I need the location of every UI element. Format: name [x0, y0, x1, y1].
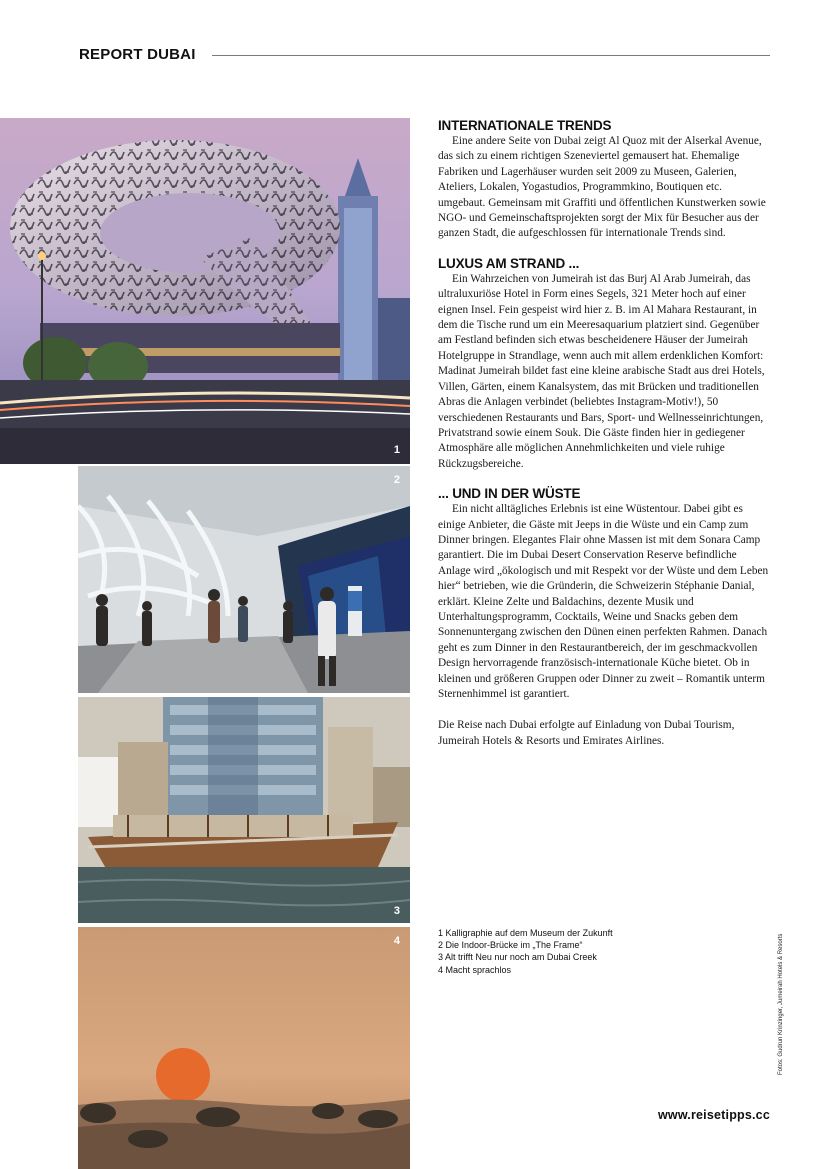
section-heading: ... UND IN DER WÜSTE [438, 486, 581, 502]
header-rule [212, 55, 770, 56]
photo-number-2: 2 [393, 474, 400, 486]
section-paragraph: Ein nicht alltägliches Erlebnis ist eine Wüstentour. Dabei gibt es einige Anbieter, die Gäste mit Jeeps in die Wüste und ein Camp zum Dinner bringen. Elegantes Flair ohne Massen ist mit dem Sonara Camp garantiert. Die im Dubai Desert Conservation Reserve befindliche Anlage wird „ökologisch und mit Respekt vor der Wüste und dem Leben hier“ betrieben, wie die Gründerin, die Schweizerin Stéphanie Danial, erklärt. Kleine Zelte und Baldachins, dezente Musik und Unterhaltungsprogramm, Cocktails, Weine und Snacks geben dem Sonnenuntergang zwischen den Dünen einen perfekten Rahmen. Danach geht es zum Dinner in den Restaurantbereich, der im geschmackvollen Design hervorragende französisch-internationale Küche bietet. Ob in kleinen und größeren Gruppen oder Dinner zu zweit – Romantik unterm Sternenhimmel ist garantiert. [438, 503, 769, 700]
header-title: REPORT DUBAI [79, 46, 196, 63]
section-heading: LUXUS AM STRAND ... [438, 255, 580, 271]
museum-of-the-future-photo [0, 118, 410, 464]
the-frame-indoor-bridge-photo [78, 466, 410, 693]
caption-2: 2 Die Indoor-Brücke im „The Frame“ [438, 940, 583, 951]
photo-credit: Fotos: Gudrun Krinzinger, Jumeirah Hotels & Resorts [778, 933, 784, 1075]
section-paragraph: Eine andere Seite von Dubai zeigt Al Quoz mit der Alserkal Avenue, das sich zu einem richtigen Szeneviertel gemausert hat. Ehemalige Fabriken und Lagerhäuser wurden seit 2009 zu Museen, Galerien, Ateliers, Lokalen, Yogastudios, Programmkino, Boutiquen etc. umgebaut. Gemeinsam mit Graffiti und öffentlichen Kunstwerken sowie NGO- und Gemeinschaftsprojekten sorgt der Mix für Besucher aus der ganzen Stadt, die aufgeschlossen für internationale Trends sind. [438, 135, 766, 240]
section-luxus-am-strand [438, 256, 770, 472]
photo-captions [438, 927, 688, 976]
section-internationale-trends [438, 118, 770, 242]
caption-3: 3 Alt trifft Neu nur noch am Dubai Creek [438, 952, 597, 963]
photo-number-3: 3 [393, 905, 400, 917]
photo-number-4: 4 [393, 935, 400, 947]
desert-sunset-photo [78, 927, 410, 1169]
section-heading: INTERNATIONALE TRENDS [438, 118, 612, 133]
article-body [438, 118, 770, 749]
closing-note: Die Reise nach Dubai erfolgte auf Einladung von Dubai Tourism, Jumeirah Hotels & Resorts und Emirates Airlines. [438, 719, 735, 747]
dubai-creek-dhow-photo [78, 697, 410, 923]
footer-website[interactable]: www.reisetipps.cc [657, 1108, 770, 1122]
caption-1: 1 Kalligraphie auf dem Museum der Zukunft [438, 928, 613, 938]
section-paragraph: Ein Wahrzeichen von Jumeirah ist das Burj Al Arab Jumeirah, das ultraluxuriöse Hotel in Form eines Segels, 321 Meter hoch auf einer eignen Insel. Fein gespeist wird hier z. B. im Al Mahara Restaurant, in dem die Tische rund um ein Meeresaquarium platziert sind. Gegenüber am Festland befinden sich etwas bescheidenere Häuser der Jumeirah Hotelgruppe in Strandlage, wenn auch mit allem erdenklichen Komfort: Madinat Jumeirah bildet fast eine kleine arabische Stadt aus drei Hotels, Villen, Gärten, einem Kanalsystem, das mit Brücken und traditionellen Abras die Anlagen verbindet (beliebtes Instagram-Motiv!), 50 verschiedenen Restaurants und Bars, Sport- und Wellnesseinrichtungen, Privatstrand sowie einem Souk. Die Gäste finden hier in gediegener Atmosphäre alle möglichen Annehmlichkeiten und viele ruhige Rückzugsbereiche. [438, 272, 765, 470]
photo-number-1: 1 [393, 444, 400, 456]
section-in-der-wueste [438, 486, 770, 702]
caption-4: 4 Macht sprachlos [438, 964, 512, 975]
